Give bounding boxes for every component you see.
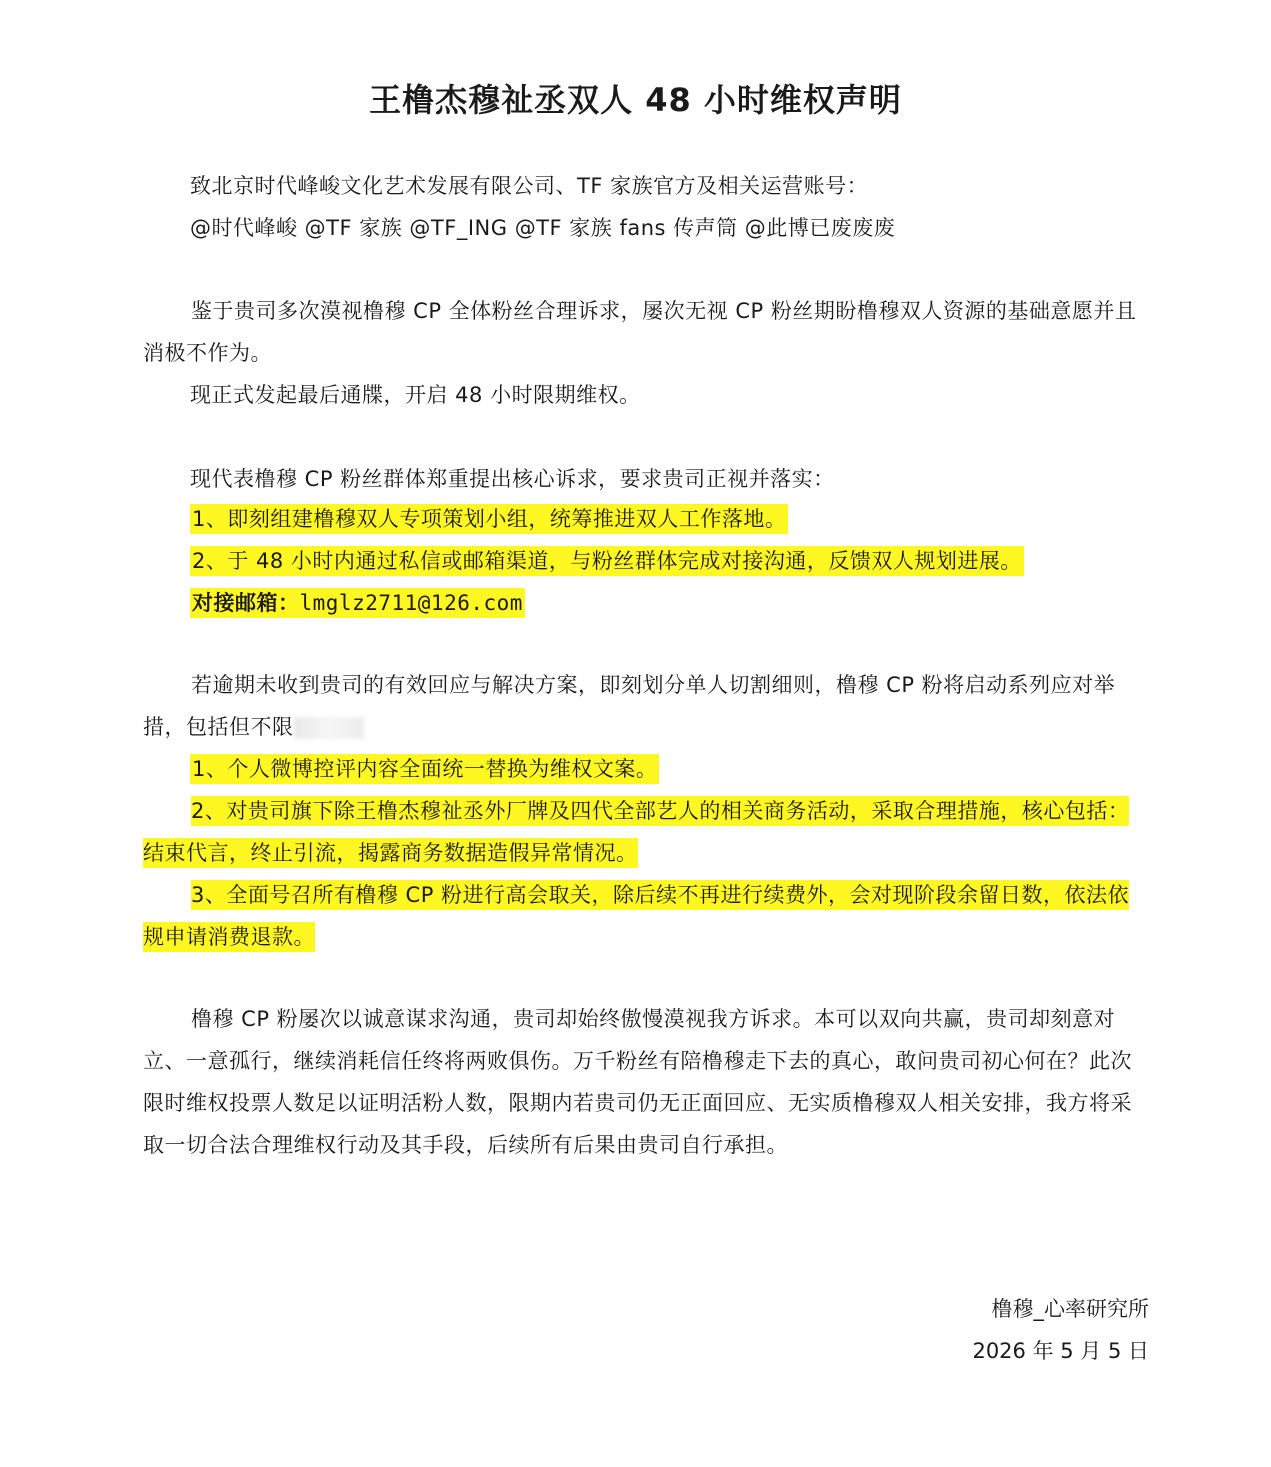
demand-item-2 [190,540,1024,582]
mentions-line: @时代峰峻 @TF 家族 @TF_ING @TF 家族 fans 传声筒 @此博已废废废 [190,216,896,240]
addressee-line: 致北京时代峰峻文化艺术发展有限公司、TF 家族官方及相关运营账号： [190,174,869,198]
document-title: 王橹杰穆祉丞双人 48 小时维权声明 [369,81,902,119]
demands-lead: 现代表橹穆 CP 粉丝群体郑重提出核心诉求，要求贵司正视并落实： [190,467,835,491]
contact-email-block [190,588,525,618]
measure-item-3-text: 3、全面号召所有橹穆 CP 粉进行高会取关，除后续不再进行续费外，会对现阶段余留日数，依法依规申请消费退款。 [143,880,1129,952]
measure-item-2-text: 2、对贵司旗下除王橹杰穆祉丞外厂牌及四代全部艺人的相关商务活动，采取合理措施，核心包括：结束代言，终止引流，揭露商务数据造假异常情况。 [143,796,1129,868]
demand-item-2-text: 2、于 48 小时内通过私信或邮箱渠道，与粉丝群体完成对接沟通，反馈双人规划进展。 [190,546,1024,576]
measure-item-1-text: 1、个人微博控评内容全面统一替换为维权文案。 [190,754,659,784]
measures-lead-text: 若逾期未收到贵司的有效回应与解决方案，即刻划分单人切割细则，橹穆 CP 粉将启动系列应对举措，包括但不限 [143,673,1116,739]
email-address: lmglz2711@126.com [299,591,523,615]
blurred-text [294,717,364,739]
contact-email-line [190,582,525,624]
ultimatum-line: 现正式发起最后通牒，开启 48 小时限期维权。 [190,383,641,407]
signature-org: 橹穆_心率研究所 [991,1297,1149,1321]
demand-item-1 [190,498,788,540]
measures-lead [143,664,1149,748]
email-label: 对接邮箱： [192,591,300,615]
measure-item-3 [143,874,1149,958]
signature-date: 2026 年 5 月 5 日 [972,1339,1149,1363]
closing-paragraph: 橹穆 CP 粉屡次以诚意谋求沟通，贵司却始终傲慢漠视我方诉求。本可以双向共赢，贵司却刻意对立、一意孤行，继续消耗信任终将两败俱伤。万千粉丝有陪橹穆走下去的真心，敢问贵司初心何在？此次限时维权投票人数足以证明活粉人数，限期内若贵司仍无正面回应、无实质橹穆双人相关安排，我方将采取一切合法合理维权行动及其手段，后续所有后果由贵司自行承担。 [143,1007,1132,1157]
intro-paragraph: 鉴于贵司多次漠视橹穆 CP 全体粉丝合理诉求，屡次无视 CP 粉丝期盼橹穆双人资源的基础意愿并且消极不作为。 [143,299,1137,365]
measure-item-2 [143,790,1149,874]
demand-item-1-text: 1、即刻组建橹穆双人专项策划小组，统筹推进双人工作落地。 [190,504,788,534]
measure-item-1 [190,748,659,790]
